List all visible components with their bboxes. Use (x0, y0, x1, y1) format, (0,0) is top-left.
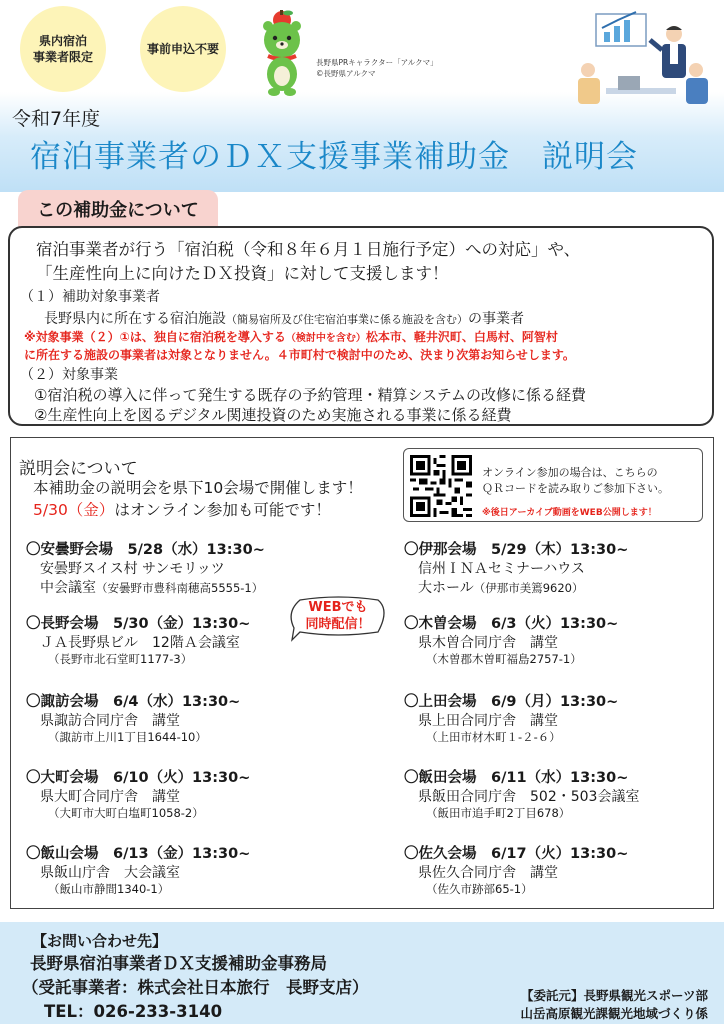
exclusion-note-line2: に所在する施設の事業者は対象となりません。４市町村で検討中のため、決まり次第お知らせします。 (24, 348, 575, 362)
qr-code-icon[interactable] (410, 455, 472, 517)
exclusion-note-line1 (24, 328, 558, 345)
venue-heading: 〇諏訪会場 6/4（水）13:30~ (26, 694, 241, 710)
fiscal-year-subtitle: 令和7年度 (12, 108, 101, 130)
venue-azumino (26, 538, 356, 596)
venue-heading: 〇木曽会場 6/3（火）13:30~ (404, 616, 619, 632)
venue-heading: 〇伊那会場 5/29（木）13:30~ (404, 542, 629, 558)
venue-heading: 〇上田会場 6/9（月）13:30~ (404, 694, 619, 710)
venue-heading: 〇飯山会場 6/13（金）13:30~ (26, 846, 251, 862)
venue-room-label: 大ホール (418, 580, 474, 596)
venue-room-label: 中会議室 (40, 580, 96, 596)
contact-office: 長野県宿泊事業者ＤＸ支援補助金事務局 (30, 954, 327, 973)
venue-name: ＪＡ長野県ビル 12階Ａ会議室 (40, 635, 240, 651)
badge-left-line2: 事業者限定 (32, 50, 93, 64)
eligible-operators-heading: （１）補助対象事業者 (20, 289, 160, 305)
venue-suwa (26, 690, 356, 747)
venue-name: 県木曽合同庁舎 講堂 (418, 635, 558, 651)
venue-ina (404, 538, 724, 596)
exclusion-note-a: ※対象事業（２）①は、独自に宿泊税を導入する (24, 330, 286, 344)
qr-instructions (482, 465, 669, 497)
venue-iiyama (26, 842, 356, 899)
venue-address: （飯山市静間1340-1） (48, 882, 170, 896)
badge-left-line1: 県内宿泊 (38, 33, 87, 48)
mascot-caption-line1: 長野県PRキャラクター「アルクマ」 (316, 58, 438, 67)
eligible-operators-tail: の事業者 (468, 311, 524, 327)
venue-name: 安曇野スイス村 サンモリッツ (40, 561, 225, 577)
qr-area (403, 448, 703, 522)
qr-instructions-line2: ＱＲコードを読み取りご参加下さい。 (482, 481, 669, 495)
venue-heading: 〇長野会場 5/30（金）13:30~ (26, 616, 251, 632)
venue-address: （上田市材木町１-２-６） (426, 730, 561, 744)
venue-iida (404, 766, 724, 823)
online-date: 5/30（金） (33, 501, 115, 519)
venue-name: 信州ＩＮＡセミナーハウス (418, 561, 585, 577)
contact-footer (0, 922, 724, 1024)
page-title: 宿泊事業者のＤＸ支援事業補助金 説明会 (30, 139, 638, 175)
venue-name: 県上田合同庁舎 講堂 (418, 713, 558, 729)
venue-address: （長野市北石堂町1177-3） (48, 652, 193, 666)
venue-omachi (26, 766, 356, 823)
arukuma-mascot-icon (254, 10, 310, 96)
about-lead-line2: 「生産性向上に向けたＤＸ投資」に対して支援します！ (36, 264, 449, 283)
venue-heading: 〇安曇野会場 5/28（水）13:30~ (26, 542, 265, 558)
venue-name: 県飯山庁舎 大会議室 (40, 865, 180, 881)
venue-room (26, 577, 356, 596)
venue-heading: 〇佐久会場 6/17（火）13:30~ (404, 846, 629, 862)
web-bubble-line1: WEBでも (308, 600, 368, 615)
venue-room (404, 577, 724, 596)
venue-heading: 〇大町会場 6/10（火）13:30~ (26, 770, 251, 786)
exclusion-note-c: 松本市、軽井沢町、白馬村、阿智村 (365, 330, 558, 344)
web-streaming-bubble-text (296, 600, 380, 634)
client-section: 山岳高原観光課観光地域づくり係 (520, 1006, 708, 1021)
about-subsidy-box (8, 226, 714, 426)
online-text: はオンライン参加も可能です！ (114, 501, 331, 519)
badge-right-text: 事前申込不要 (146, 41, 219, 56)
venue-address: （木曽郡木曽町福島2757-1） (426, 652, 582, 666)
venue-name: 県飯田合同庁舎 502・503会議室 (418, 789, 640, 805)
venue-address: （佐久市跡部65-1） (426, 882, 533, 896)
venue-saku (404, 842, 724, 899)
client-department: 【委託元】長野県観光スポーツ部 (520, 988, 708, 1003)
venue-ueda (404, 690, 724, 747)
venue-name: 県諏訪合同庁舎 講堂 (40, 713, 180, 729)
archive-video-note: ※後日アーカイブ動画をWEB公開します！ (482, 508, 657, 518)
eligible-projects-heading: （２）対象事業 (20, 367, 118, 383)
contact-phone: TEL：026-233-3140 (44, 1002, 223, 1021)
venue-name: 県佐久合同庁舎 講堂 (418, 865, 558, 881)
business-meeting-illustration-icon (566, 4, 716, 116)
badge-in-prefecture-only (20, 6, 106, 92)
eligible-operators-text (44, 308, 524, 328)
qr-instructions-line1: オンライン参加の場合は、こちらの (482, 466, 658, 479)
exclusion-note-b: （検討中を含む） (285, 333, 366, 344)
contact-title: 【お問い合わせ先】 (32, 932, 168, 950)
web-bubble-line2: 同時配信！ (305, 616, 371, 632)
eligible-project-2: ②生産性向上を図るデジタル関連投資のため実施される事業に係る経費 (34, 406, 512, 424)
eligible-operators-main: 長野県内に所在する宿泊施設 (44, 311, 226, 327)
venue-address: （飯田市追手町2丁目678） (426, 806, 571, 820)
mascot-caption (316, 58, 438, 79)
venue-kiso (404, 612, 724, 669)
eligible-operators-paren: （簡易宿所及び住宅宿泊事業に係る施設を含む） (226, 313, 468, 326)
sessions-lead: 本補助金の説明会を県下10会場で開催します！ (33, 479, 363, 497)
eligible-project-1: ①宿泊税の導入に伴って発生する既存の予約管理・精算システムの改修に係る経費 (34, 386, 586, 404)
sessions-online-note (33, 498, 331, 520)
about-lead-line1: 宿泊事業者が行う「宿泊税（令和８年６月１日施行予定）への対応」や、 (36, 240, 581, 259)
contact-contractor: （受託事業者：株式会社日本旅行 長野支店） (22, 978, 369, 997)
venue-name: 県大町合同庁舎 講堂 (40, 789, 180, 805)
sessions-box (10, 437, 714, 909)
mascot-caption-line2: ©長野県アルクマ (316, 68, 376, 78)
about-subsidy-tab: この補助金について (18, 190, 218, 228)
venue-heading: 〇飯田会場 6/11（水）13:30~ (404, 770, 629, 786)
venue-address: （諏訪市上川1丁目1644-10） (48, 730, 207, 744)
badge-no-registration (140, 6, 226, 92)
venue-address: （大町市大町白塩町1058-2） (48, 806, 204, 820)
venue-address: （安曇野市豊科南穂高5555-1） (96, 581, 264, 595)
sessions-heading: 説明会について (19, 459, 138, 479)
venue-address: （伊那市美篶9620） (473, 581, 584, 595)
